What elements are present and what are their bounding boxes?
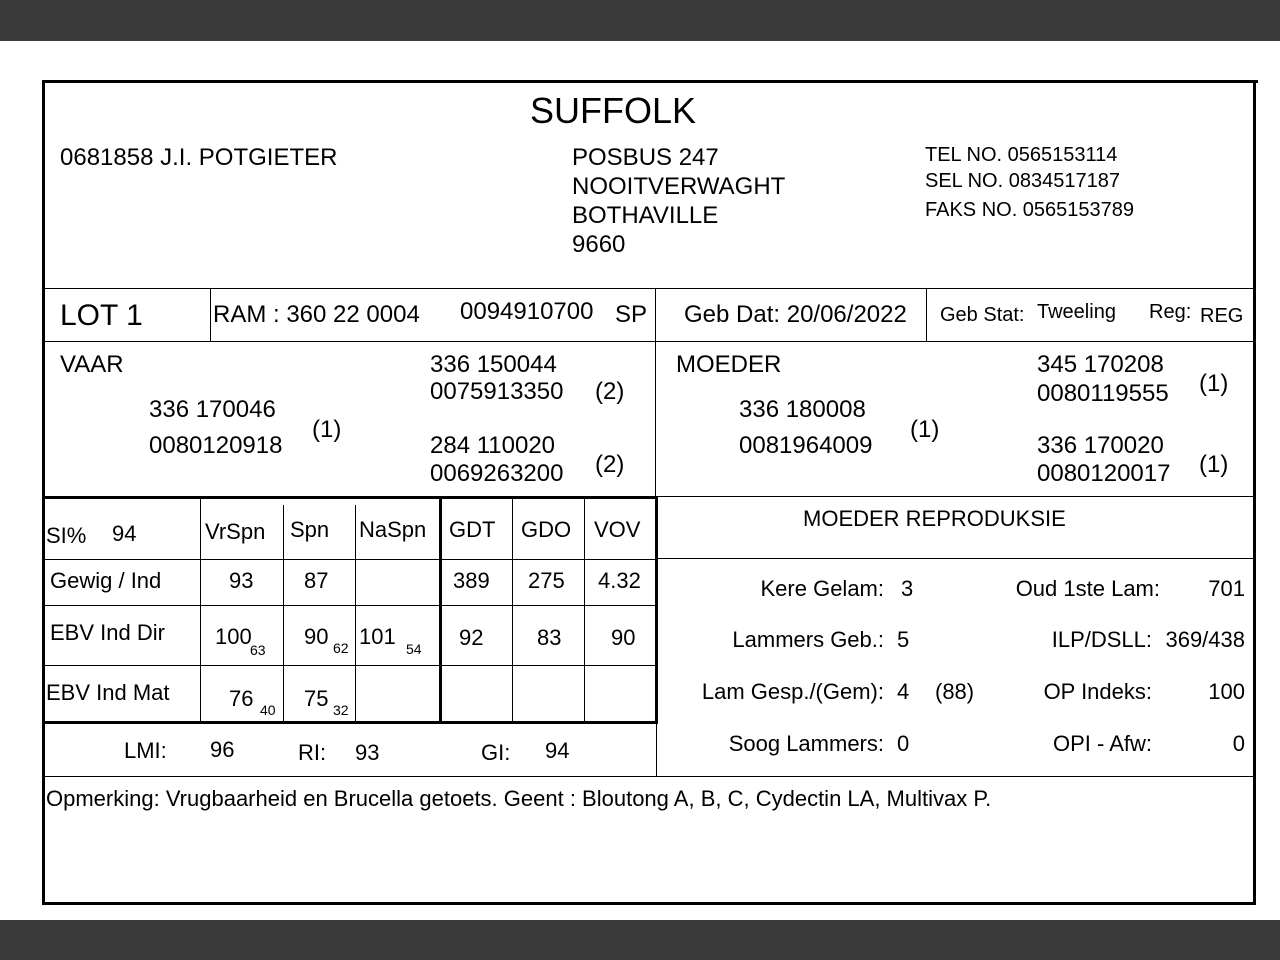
lam-gesp-avg: (88) xyxy=(935,679,975,704)
sire-dam-mark: (2) xyxy=(595,451,625,478)
perf-box-mid xyxy=(439,496,442,724)
address-line-1: POSBUS 247 xyxy=(572,144,719,171)
sire-dam-number: 0069263200 xyxy=(430,460,564,487)
sp-code: SP xyxy=(615,301,648,328)
si-value: 94 xyxy=(112,521,137,546)
ebv-dir-naspn: 101 xyxy=(359,624,396,649)
ebv-mat-vrspn: 76 xyxy=(229,686,254,711)
row-label-ebv-mat: EBV Ind Mat xyxy=(46,680,170,705)
ri-label: RI: xyxy=(298,740,327,765)
ri-value: 93 xyxy=(355,740,380,765)
faks-number: FAKS NO. 0565153789 xyxy=(925,199,1135,221)
ebv-mat-spn-sub: 32 xyxy=(333,702,349,718)
header-vov: VOV xyxy=(594,517,641,542)
divider-indices-repro xyxy=(656,724,657,776)
divider-date-stat xyxy=(926,288,927,341)
divider-lot-ram xyxy=(210,288,211,341)
sire-id: 336 170046 xyxy=(149,396,276,423)
divider-header xyxy=(45,288,1253,289)
weight-gdo: 275 xyxy=(528,568,565,593)
dam-id: 336 180008 xyxy=(739,396,866,423)
ilp-label: ILP/DSLL: xyxy=(1051,627,1152,652)
header-naspn: NaSpn xyxy=(359,517,427,542)
divider-sire-dam xyxy=(655,341,656,496)
ebv-dir-vov: 90 xyxy=(611,625,636,650)
row-label-weight: Gewig / Ind xyxy=(50,568,162,593)
opi-label: OPI - Afw: xyxy=(1052,731,1152,756)
lot-number: LOT 1 xyxy=(60,299,143,332)
gi-label: GI: xyxy=(481,740,511,765)
birth-status-label: Geb Stat: xyxy=(940,304,1025,326)
weight-gdt: 389 xyxy=(453,568,490,593)
ebv-dir-vrspn: 100 xyxy=(215,624,252,649)
ebv-dir-vrspn-sub: 63 xyxy=(250,642,266,658)
ebv-mat-spn: 75 xyxy=(304,686,329,711)
header-vrspn: VrSpn xyxy=(205,519,266,544)
tel-number: TEL NO. 0565153114 xyxy=(925,144,1118,166)
divider-lot xyxy=(45,341,1253,342)
dam-dam-id: 336 170020 xyxy=(1037,432,1164,459)
kere-gelam-value: 3 xyxy=(901,576,914,601)
op-label: OP Indeks: xyxy=(1043,679,1152,704)
kere-gelam-label: Kere Gelam: xyxy=(760,576,884,601)
card-border-right xyxy=(1253,80,1256,905)
sire-sire-number: 0075913350 xyxy=(430,378,564,405)
divider-perf-row1 xyxy=(45,605,657,606)
ebv-dir-gdo: 83 xyxy=(537,625,562,650)
divider-repro-title xyxy=(658,558,1253,559)
dam-dam-number: 0080120017 xyxy=(1037,460,1171,487)
divider-perf-header xyxy=(45,559,657,560)
reg-label: Reg: xyxy=(1149,301,1192,323)
perf-box-bottom xyxy=(45,721,658,724)
lammers-geb-value: 5 xyxy=(897,627,910,652)
dam-mark: (1) xyxy=(910,416,940,443)
breeder-name: 0681858 J.I. POTGIETER xyxy=(60,144,338,171)
divider-indices xyxy=(45,776,1253,777)
perf-col-4 xyxy=(512,496,513,722)
ebv-dir-gdt: 92 xyxy=(459,625,484,650)
card-border-bottom xyxy=(42,902,1254,905)
reg-value: REG xyxy=(1200,305,1244,327)
lmi-value: 96 xyxy=(210,737,235,762)
perf-col-1 xyxy=(200,496,201,722)
lam-gesp-label: Lam Gesp./(Gem): xyxy=(701,679,884,704)
dam-label: MOEDER xyxy=(676,351,782,378)
gi-value: 94 xyxy=(545,738,570,763)
card-border-top xyxy=(42,80,1258,83)
perf-col-2 xyxy=(283,505,284,722)
lammers-geb-label: Lammers Geb.: xyxy=(732,627,884,652)
perf-col-3 xyxy=(355,505,356,722)
header-gdt: GDT xyxy=(449,517,496,542)
si-label: SI% xyxy=(46,523,87,548)
ebv-dir-spn: 90 xyxy=(304,624,329,649)
perf-box-top xyxy=(45,496,658,499)
repro-title: MOEDER REPRODUKSIE xyxy=(803,506,1066,531)
card-border-left xyxy=(42,80,45,905)
opi-value: 0 xyxy=(1232,731,1245,756)
dam-dam-mark: (1) xyxy=(1199,451,1229,478)
dam-sire-id: 345 170208 xyxy=(1037,351,1164,378)
ebv-dir-spn-sub: 62 xyxy=(333,640,349,656)
header-gdo: GDO xyxy=(521,517,572,542)
address-line-2: NOOITVERWAGHT xyxy=(572,173,786,200)
perf-col-5 xyxy=(584,496,585,722)
sire-dam-id: 284 110020 xyxy=(430,432,556,459)
lam-gesp-value: 4 xyxy=(897,679,910,704)
ebv-mat-vrspn-sub: 40 xyxy=(260,702,276,718)
dam-sire-number: 0080119555 xyxy=(1037,380,1169,407)
weight-spn: 87 xyxy=(304,568,329,593)
row-label-ebv-dir: EBV Ind Dir xyxy=(50,620,165,645)
dam-number: 0081964009 xyxy=(739,432,873,459)
birth-status: Tweeling xyxy=(1037,301,1116,323)
ilp-value: 369/438 xyxy=(1165,627,1245,652)
sel-number: SEL NO. 0834517187 xyxy=(925,170,1120,192)
sire-mark: (1) xyxy=(312,416,342,443)
ebv-dir-naspn-sub: 54 xyxy=(406,641,422,657)
soog-value: 0 xyxy=(897,731,910,756)
divider-ram-date xyxy=(655,288,656,341)
perf-box-right xyxy=(655,496,658,724)
address-line-3: BOTHAVILLE xyxy=(572,202,719,229)
weight-vov: 4.32 xyxy=(598,568,641,593)
oud-value: 701 xyxy=(1208,576,1245,601)
lmi-label: LMI: xyxy=(124,738,167,763)
op-value: 100 xyxy=(1208,679,1245,704)
weight-vrspn: 93 xyxy=(229,568,254,593)
breed-title: SUFFOLK xyxy=(530,90,697,131)
ram-id: RAM : 360 22 0004 xyxy=(213,301,420,328)
sire-label: VAAR xyxy=(60,351,124,378)
ram-number: 0094910700 xyxy=(460,298,594,325)
sire-number: 0080120918 xyxy=(149,432,283,459)
soog-label: Soog Lammers: xyxy=(728,731,884,756)
sire-sire-mark: (2) xyxy=(595,378,625,405)
divider-perf-row2 xyxy=(45,665,657,666)
dam-sire-mark: (1) xyxy=(1199,370,1229,397)
remark: Opmerking: Vrugbaarheid en Brucella getoets. Geent : Bloutong A, B, C, Cydectin LA, Multivax P. xyxy=(46,786,992,811)
birth-date: Geb Dat: 20/06/2022 xyxy=(684,301,907,328)
header-spn: Spn xyxy=(290,517,330,542)
oud-label: Oud 1ste Lam: xyxy=(1015,576,1160,601)
sire-sire-id: 336 150044 xyxy=(430,351,557,378)
address-line-4: 9660 xyxy=(572,231,626,258)
